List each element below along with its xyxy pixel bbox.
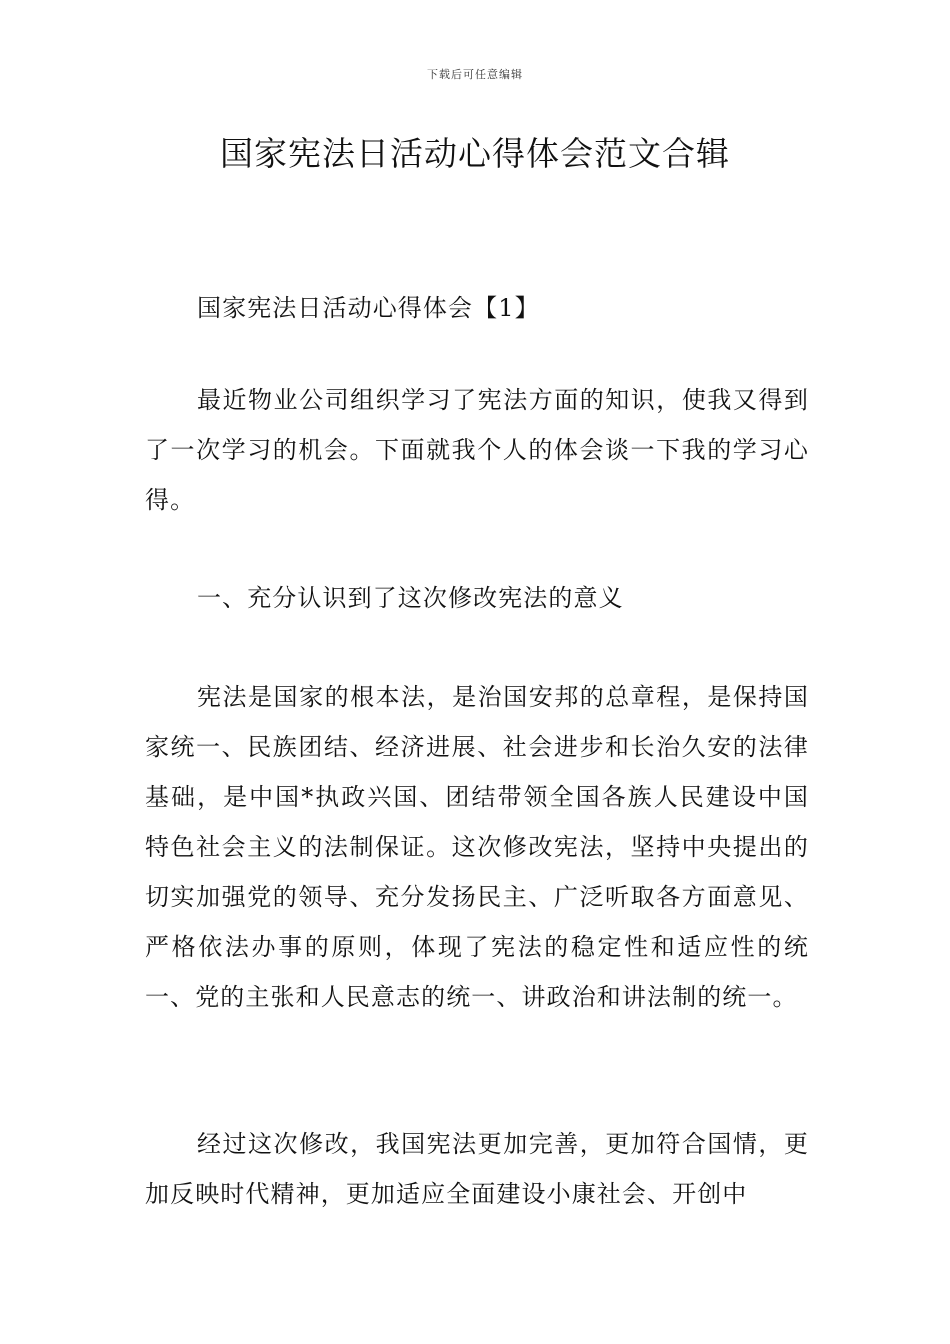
subheading-1: 一、充分认识到了这次修改宪法的意义 (197, 584, 624, 612)
paragraph-3: 经过这次修改，我国宪法更加完善，更加符合国情，更加反映时代精神，更加适应全面建设小康社会、开创中 (145, 1130, 809, 1208)
paragraph-1: 最近物业公司组织学习了宪法方面的知识，使我又得到了一次学习的机会。下面就我个人的体会谈一下我的学习心得。 (145, 386, 809, 514)
section-heading: 国家宪法日活动心得体会【1】 (197, 294, 540, 322)
paragraph-2: 宪法是国家的根本法，是治国安邦的总章程，是保持国家统一、民族团结、经济进展、社会进步和长治久安的法律基础，是中国*执政兴国、团结带领全国各族人民建设中国特色社会主义的法制保证。这次修改宪法，坚持中央提出的切实加强党的领导、充分发扬民主、广泛听取各方面意见、严格依法办事的原则，体现了宪法的稳定性和适应性的统一、党的主张和人民意志的统一、讲政治和讲法制的统一。 (145, 683, 809, 1011)
header-note: 下载后可任意编辑 (427, 68, 523, 81)
document-title: 国家宪法日活动心得体会范文合辑 (220, 134, 730, 173)
